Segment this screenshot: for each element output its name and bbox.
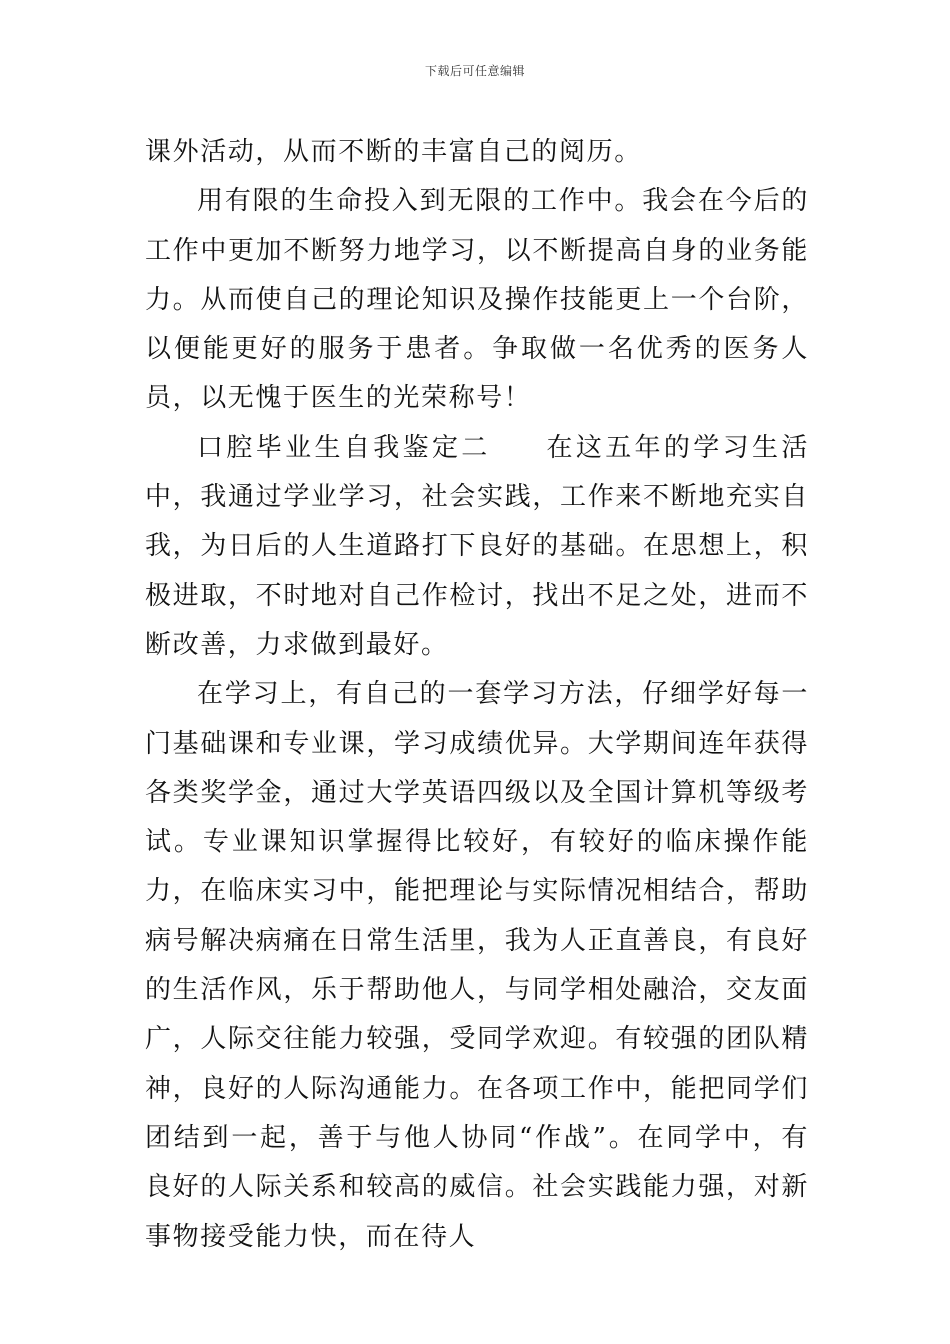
- paragraph-continuation: 课外活动，从而不断的丰富自己的阅历。: [145, 137, 642, 167]
- paragraph-commitment: 用有限的生命投入到无限的工作中。我会在今后的工作中更加不断努力地学习，以不断提高自身的业务能力。从而使自己的理论知识及操作技能更上一个台阶，以便能更好的服务于患者。争取做一名优秀的医务人员，以无愧于医生的光荣称号！: [145, 186, 809, 414]
- section-two-text: 在这五年的学习生活中，我通过学业学习，社会实践，工作来不断地充实自我，为日后的人生道路打下良好的基础。在思想上，积极进取，不时地对自己作检讨，找出不足之处，进而不断改善，力求做到最好。: [145, 432, 809, 660]
- page-header: 下载后可任意编辑: [424, 64, 525, 78]
- document-body: [145, 128, 809, 1262]
- section-title: 口腔毕业生自我鉴定二: [197, 432, 491, 463]
- paragraph-study: 在学习上，有自己的一套学习方法，仔细学好每一门基础课和专业课，学习成绩优异。大学期间连年获得各类奖学金，通过大学英语四级以及全国计算机等级考试。专业课知识掌握得比较好，有较好的临床操作能力，在临床实习中，能把理论与实际情况相结合，帮助病号解决病痛在日常生活里，我为人正直善良，有良好的生活作风，乐于帮助他人，与同学相处融洽，交友面广，人际交往能力较强，受同学欢迎。有较强的团队精神，良好的人际沟通能力。在各项工作中，能把同学们团结到一起，善于与他人协同“作战”。在同学中，有良好的人际关系和较高的威信。社会实践能力强，对新事物接受能力快，而在待人: [145, 679, 809, 1252]
- paragraph-section-two-intro: [145, 424, 809, 670]
